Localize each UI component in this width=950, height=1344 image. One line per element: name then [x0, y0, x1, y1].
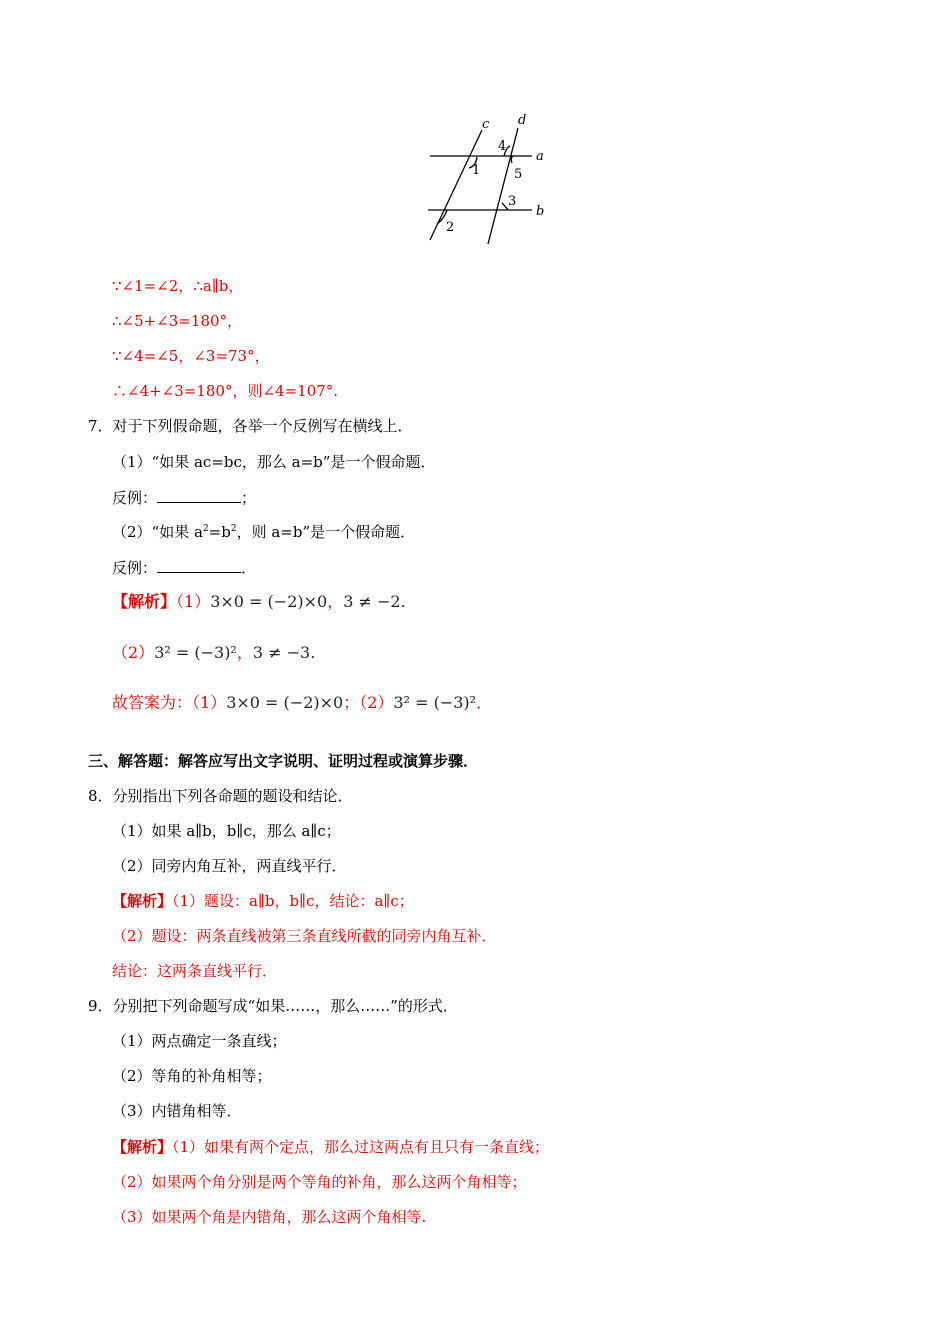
q8-answer-3: 结论：这两条直线平行．: [112, 962, 278, 980]
q9-title: 9．分别把下列命题写成“如果……，那么……”的形式．: [88, 997, 458, 1015]
final2-math: 3² = (−3)²: [393, 693, 477, 712]
label-2: 2: [446, 220, 455, 235]
final1-math: 3×0 = (−2)×0: [226, 693, 344, 712]
analysis-tag: 【解析】: [112, 892, 173, 910]
q7-ans1-sep: ，: [327, 592, 344, 611]
q9-answer-2: （2）如果两个角分别是两个等角的补角，那么这两个角相等；: [112, 1173, 527, 1191]
q9-answer-3: （3）如果两个角是内错角，那么这两个角相等.: [112, 1208, 427, 1226]
q7-ans1-pre: （1）: [176, 592, 211, 611]
counter2-end: ．: [241, 559, 257, 577]
label-d: d: [518, 113, 527, 128]
q7-answer-2: [112, 643, 315, 663]
final2-pre: （2）: [359, 693, 394, 712]
label-3: 3: [508, 194, 517, 209]
proof-line-3: ∵∠4=∠5，∠3=73°，: [112, 347, 270, 365]
superscript-2: 2: [202, 524, 209, 534]
q7-ans2-math: 3² = (−3)²: [154, 643, 237, 662]
q7-counter1: [112, 487, 256, 508]
q8-ans1-text: （1）题设：a∥b，b∥c，结论：a∥c；: [172, 892, 414, 910]
proof-line-4: ∴∠4+∠3=180°，则∠4=107°.: [112, 382, 339, 400]
label-a: a: [536, 149, 544, 164]
superscript-2: 2: [230, 524, 237, 534]
analysis-tag: 【解析】: [112, 592, 177, 611]
label-1: 1: [472, 163, 481, 178]
answer-blank-2[interactable]: [157, 557, 241, 573]
proof-line-2: ∴∠5+∠3=180°，: [112, 312, 243, 330]
q7-part2: [112, 522, 415, 542]
label-5: 5: [514, 167, 523, 182]
angle-5-arc: [511, 156, 513, 163]
proof-line-1: ∵∠1=∠2，∴a∥b，: [112, 277, 244, 295]
q7-ans1-neq: 3 ≠ −2.: [343, 592, 406, 611]
q7-final-answer: [112, 693, 492, 713]
section-3-heading: 三、解答题：解答应写出文字说明、证明过程或演算步骤．: [88, 752, 479, 770]
q7-part2-post: ，则 a=b”是一个假命题．: [236, 523, 416, 541]
final-label: 故答案为：: [112, 693, 193, 712]
q9-part1: （1）两点确定一条直线；: [112, 1032, 287, 1050]
analysis-tag: 【解析】: [112, 1138, 173, 1156]
q8-answer-2: （2）题设：两条直线被第三条直线所截的同旁内角互补．: [112, 927, 497, 945]
counter-label: 反例：: [112, 559, 158, 577]
q7-ans2-pre: （2）: [112, 643, 155, 662]
q7-part2-pre: （2）“如果 a: [112, 523, 203, 541]
q9-answer-1: [112, 1137, 549, 1157]
q8-answer-1: [112, 891, 414, 911]
q8-part1: （1）如果 a∥b，b∥c，那么 a∥c；: [112, 822, 341, 840]
label-c: c: [482, 117, 490, 132]
q9-part2: （2）等角的补角相等；: [112, 1067, 272, 1085]
q7-part1: （1）“如果 ac=bc，那么 a=b”是一个假命题．: [112, 453, 436, 471]
q8-title: 8．分别指出下列各命题的题设和结论．: [88, 787, 353, 805]
q7-counter2: [112, 557, 256, 578]
final-end: ．: [476, 693, 493, 712]
q7-part2-mid: =b: [208, 523, 231, 541]
q7-ans1-math: 3×0 = (−2)×0: [210, 592, 328, 611]
final-sep: ；: [343, 693, 360, 712]
q7-ans2-neq: 3 ≠ −3.: [252, 643, 316, 662]
q7-title: 7．对于下列假命题，各举一个反例写在横线上．: [88, 417, 413, 435]
final1-pre: （1）: [192, 693, 227, 712]
answer-blank-1[interactable]: [157, 487, 241, 503]
q9-part3: （3）内错角相等．: [112, 1102, 242, 1120]
parallel-lines-figure: [420, 108, 560, 248]
q7-answer-1: [112, 592, 406, 612]
counter-label: 反例：: [112, 489, 158, 507]
q9-ans1-text: （1）如果有两个定点，那么过这两点有且只有一条直线；: [172, 1138, 550, 1156]
q7-ans2-sep: ，: [236, 643, 253, 662]
label-4: 4: [498, 139, 507, 154]
q8-part2: （2）同旁内角互补，两直线平行．: [112, 857, 347, 875]
counter1-end: ；: [241, 489, 257, 507]
label-b: b: [536, 204, 545, 219]
